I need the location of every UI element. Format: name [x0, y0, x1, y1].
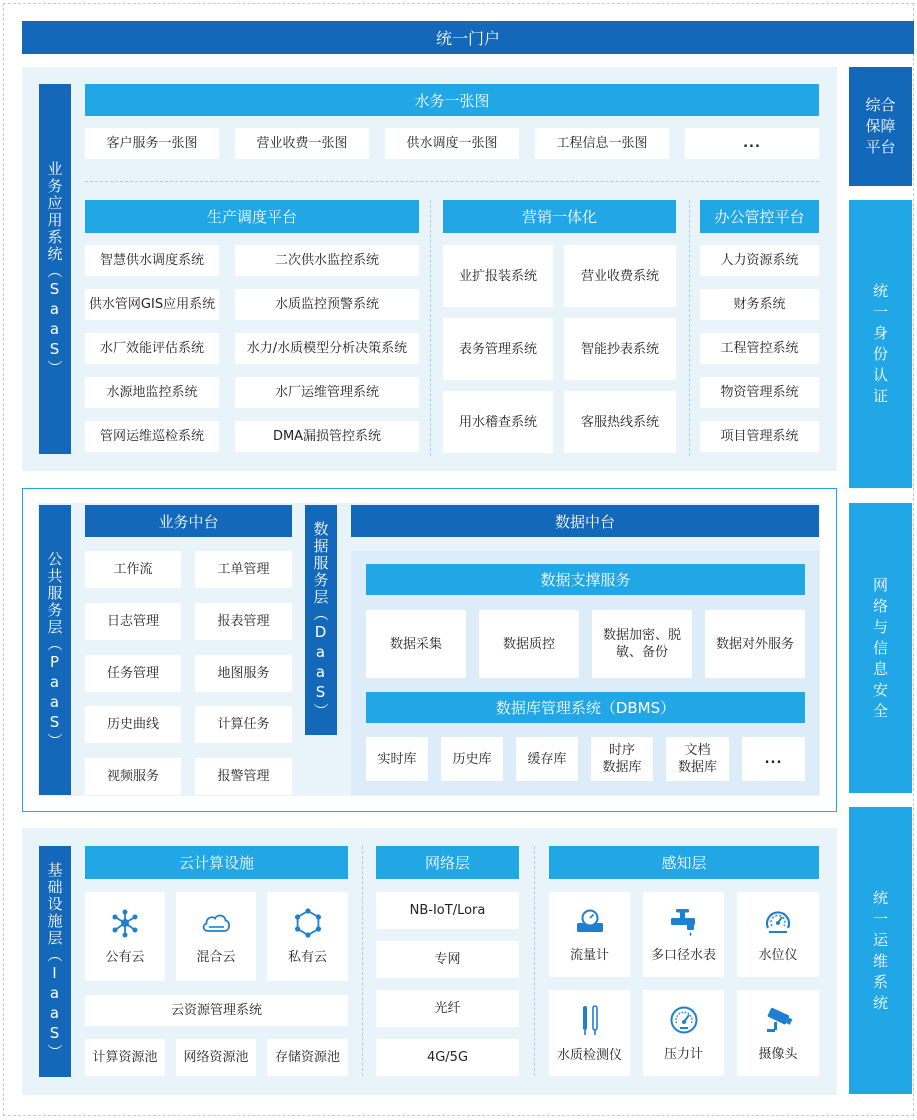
unified-ops-bar[interactable] — [849, 807, 912, 1094]
water-level-card[interactable] — [737, 892, 819, 977]
water-map-item[interactable]: 客户服务一张图 — [85, 128, 219, 159]
office-system-item[interactable]: 项目管理系统 — [700, 421, 819, 452]
water-level-icon — [763, 906, 793, 936]
marketing-system-item[interactable]: 客服热线系统 — [564, 391, 676, 453]
paas-layer-label: 公共服务层（PaaS） — [39, 505, 71, 795]
data-support-item[interactable]: 数据质控 — [479, 610, 579, 678]
public-cloud-icon — [110, 908, 140, 938]
production-system-item[interactable]: 水厂运维管理系统 — [235, 377, 419, 408]
network-security-label: 网络与信息安全 — [872, 575, 888, 720]
production-system-item[interactable]: DMA漏损管控系统 — [235, 421, 419, 452]
marketing-system-item[interactable]: 营业收费系统 — [564, 245, 676, 307]
identity-auth-bar[interactable] — [849, 200, 912, 488]
marketing-system-item[interactable]: 表务管理系统 — [443, 318, 553, 380]
pressure-gauge-icon — [669, 1005, 699, 1035]
pressure-gauge-label: 压力计 — [663, 1046, 703, 1062]
production-system-item[interactable]: 管网运维巡检系统 — [85, 421, 219, 452]
public-cloud-card[interactable] — [85, 892, 165, 981]
hybrid-cloud-label: 混合云 — [196, 950, 236, 965]
water-meter-label: 多口径水表 — [650, 948, 716, 963]
perception-layer-title[interactable]: 感知层 — [549, 846, 819, 879]
daas-layer-label: 数据服务层（DaaS） — [305, 505, 337, 735]
private-cloud-label: 私有云 — [287, 950, 327, 965]
production-platform-title[interactable]: 生产调度平台 — [85, 200, 419, 233]
flow-meter-label: 流量计 — [569, 948, 609, 963]
dbms-title[interactable]: 数据库管理系统（DBMS） — [366, 692, 805, 723]
water-quality-label: 水质检测仪 — [556, 1047, 622, 1063]
private-cloud-card[interactable] — [267, 892, 348, 981]
production-system-item[interactable]: 水质监控预警系统 — [235, 289, 419, 320]
production-system-item[interactable]: 水源地监控系统 — [85, 377, 219, 408]
hybrid-cloud-icon — [200, 908, 232, 938]
production-system-item[interactable]: 水力/水质模型分析决策系统 — [235, 333, 419, 364]
marketing-system-item[interactable]: 智能抄表系统 — [564, 318, 676, 380]
saas-divider — [689, 200, 690, 456]
unified-ops-label: 统一运维系统 — [872, 888, 888, 1012]
iaas-layer-label: 基础设施层（IaaS） — [39, 846, 71, 1077]
business-service-item[interactable]: 地图服务 — [195, 655, 292, 692]
camera-card[interactable] — [737, 990, 819, 1076]
water-meter-card[interactable] — [643, 892, 724, 977]
camera-icon — [762, 1005, 794, 1035]
resource-pool-item[interactable]: 网络资源池 — [176, 1039, 256, 1076]
cloud-infra-title[interactable]: 云计算设施 — [85, 846, 348, 879]
guarantee-platform-bar[interactable] — [849, 67, 912, 186]
marketing-system-item[interactable]: 业扩报装系统 — [443, 245, 553, 307]
business-service-item[interactable]: 任务管理 — [85, 655, 181, 692]
office-system-item[interactable]: 物资管理系统 — [700, 377, 819, 408]
dbms-item[interactable]: 历史库 — [441, 737, 503, 781]
production-system-item[interactable]: 二次供水监控系统 — [235, 245, 419, 276]
water-map-item[interactable]: 供水调度一张图 — [385, 128, 519, 159]
camera-label: 摄像头 — [758, 1046, 798, 1062]
saas-divider — [430, 200, 431, 456]
business-service-item[interactable]: 历史曲线 — [85, 706, 181, 743]
production-system-item[interactable]: 水厂效能评估系统 — [85, 333, 219, 364]
production-system-item[interactable]: 智慧供水调度系统 — [85, 245, 219, 276]
business-service-item[interactable]: 视频服务 — [85, 758, 181, 795]
flow-meter-icon — [575, 906, 605, 936]
iaas-divider — [362, 846, 363, 1076]
data-support-title[interactable]: 数据支撑服务 — [366, 564, 805, 595]
water-map-item[interactable]: 营业收费一张图 — [235, 128, 369, 159]
business-service-item[interactable]: 报表管理 — [195, 603, 292, 640]
dbms-item[interactable]: 实时库 — [366, 737, 428, 781]
dbms-item[interactable]: 文档 数据库 — [666, 737, 729, 781]
marketing-title[interactable]: 营销一体化 — [443, 200, 676, 233]
flow-meter-card[interactable] — [549, 892, 630, 977]
network-layer-title[interactable]: 网络层 — [376, 846, 519, 879]
water-map-title[interactable]: 水务一张图 — [85, 84, 819, 116]
cloud-resource-manager[interactable]: 云资源管理系统 — [85, 995, 348, 1026]
business-service-item[interactable]: 工作流 — [85, 551, 181, 588]
business-service-item[interactable]: 计算任务 — [195, 706, 292, 743]
hybrid-cloud-card[interactable] — [176, 892, 256, 981]
guarantee-platform-label: 综合保障平台 — [865, 96, 896, 156]
office-system-item[interactable]: 财务系统 — [700, 289, 819, 320]
water-meter-icon — [668, 906, 700, 936]
network-item[interactable]: NB-IoT/Lora — [376, 892, 519, 929]
production-system-item[interactable]: 供水管网GIS应用系统 — [85, 289, 219, 320]
saas-divider — [85, 181, 819, 182]
office-system-item[interactable]: 人力资源系统 — [700, 245, 819, 276]
public-cloud-label: 公有云 — [105, 950, 145, 965]
water-level-label: 水位仪 — [758, 948, 798, 963]
water-map-more[interactable]: ... — [685, 128, 819, 159]
resource-pool-item[interactable]: 存储资源池 — [267, 1039, 348, 1076]
office-platform-title[interactable]: 办公管控平台 — [700, 200, 819, 233]
saas-layer-label: 业务应用系统（SaaS） — [39, 84, 71, 454]
office-system-item[interactable]: 工程管控系统 — [700, 333, 819, 364]
network-item[interactable]: 光纤 — [376, 990, 519, 1027]
private-cloud-icon — [293, 908, 323, 938]
identity-auth-label: 统一身份认证 — [872, 282, 888, 405]
business-service-item[interactable]: 日志管理 — [85, 603, 181, 640]
resource-pool-item[interactable]: 计算资源池 — [85, 1039, 165, 1076]
data-support-item[interactable]: 数据对外服务 — [705, 610, 805, 678]
network-item[interactable]: 专网 — [376, 941, 519, 978]
dbms-item[interactable]: 时序 数据库 — [591, 737, 653, 781]
network-item[interactable]: 4G/5G — [376, 1039, 519, 1076]
dbms-more[interactable]: ... — [742, 737, 805, 781]
network-security-bar[interactable] — [849, 503, 912, 793]
business-center-title[interactable]: 业务中台 — [85, 505, 292, 537]
water-quality-card[interactable] — [549, 990, 630, 1076]
data-center-title[interactable]: 数据中台 — [351, 505, 819, 537]
marketing-system-item[interactable]: 用水稽查系统 — [443, 391, 553, 453]
data-support-item[interactable]: 数据加密、脱敏、备份 — [592, 610, 692, 678]
business-service-item[interactable]: 报警管理 — [195, 758, 292, 795]
dbms-item[interactable]: 缓存库 — [516, 737, 578, 781]
water-map-item[interactable]: 工程信息一张图 — [535, 128, 669, 159]
data-support-item[interactable]: 数据采集 — [366, 610, 466, 678]
unified-portal-bar[interactable]: 统一门户 — [22, 21, 914, 54]
iaas-divider — [534, 846, 535, 1076]
pressure-gauge-card[interactable] — [643, 990, 724, 1076]
water-quality-icon — [575, 1004, 605, 1036]
business-service-item[interactable]: 工单管理 — [195, 551, 292, 588]
